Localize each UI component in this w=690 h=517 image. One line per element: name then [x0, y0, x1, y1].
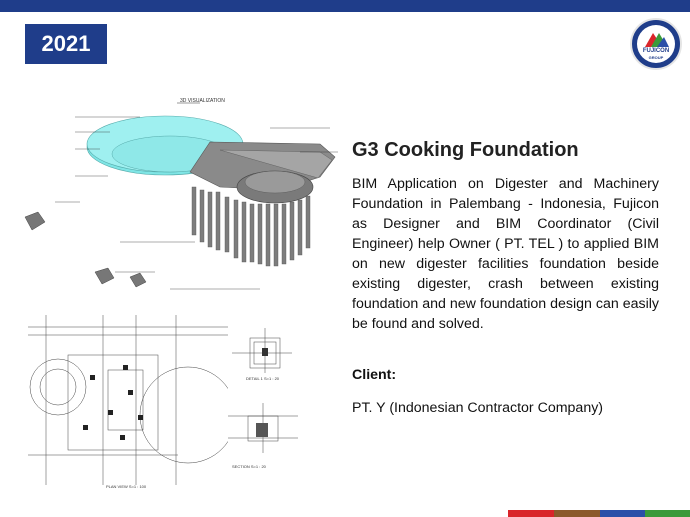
logo-text: FUJICON — [642, 48, 670, 54]
project-title: G3 Cooking Foundation — [352, 139, 579, 161]
plan-view-drawing — [28, 315, 228, 490]
section-drawing — [228, 398, 298, 473]
detail-drawing — [232, 328, 292, 388]
client-label: Client: — [352, 367, 397, 383]
detail-label: DETAIL 1 S=1 : 20 — [246, 376, 280, 381]
logo-inner — [637, 25, 675, 63]
fujicon-logo — [630, 18, 682, 70]
equipment-right — [130, 273, 146, 287]
logo-subtext: GROUP — [648, 55, 664, 60]
visualization-title: 3D VISUALIZATION — [180, 98, 225, 104]
project-description: BIM Application on Digester and Machinery Foundation in Palembang - Indonesia, Fujicon as Designer and BIM Coordinator (Civil Engineer) help Owner ( PT. TEL ) to applied BIM on new digester facilities foundation beside existing digester, crash between existing foundation and new foundation design can easily be found and solved. — [352, 176, 659, 332]
plan-view-label: PLAN VIEW S=1 : 100 — [106, 484, 147, 489]
plan-pile-marks — [83, 365, 143, 440]
client-value: PT. Y (Indonesian Contractor Company) — [352, 400, 604, 416]
bottom-bar-brown — [554, 510, 600, 517]
bottom-bar-red — [508, 510, 554, 517]
equipment-mid — [95, 268, 114, 284]
top-bar — [0, 0, 690, 12]
bottom-bar-blue — [600, 510, 645, 517]
logo-mark-icon — [637, 27, 675, 49]
equipment-left — [25, 212, 45, 230]
3d-visualization — [20, 92, 340, 297]
bottom-bar-green — [645, 510, 690, 517]
year-badge: 2021 — [25, 24, 107, 64]
section-label: SECTION S=1 : 20 — [232, 464, 266, 469]
